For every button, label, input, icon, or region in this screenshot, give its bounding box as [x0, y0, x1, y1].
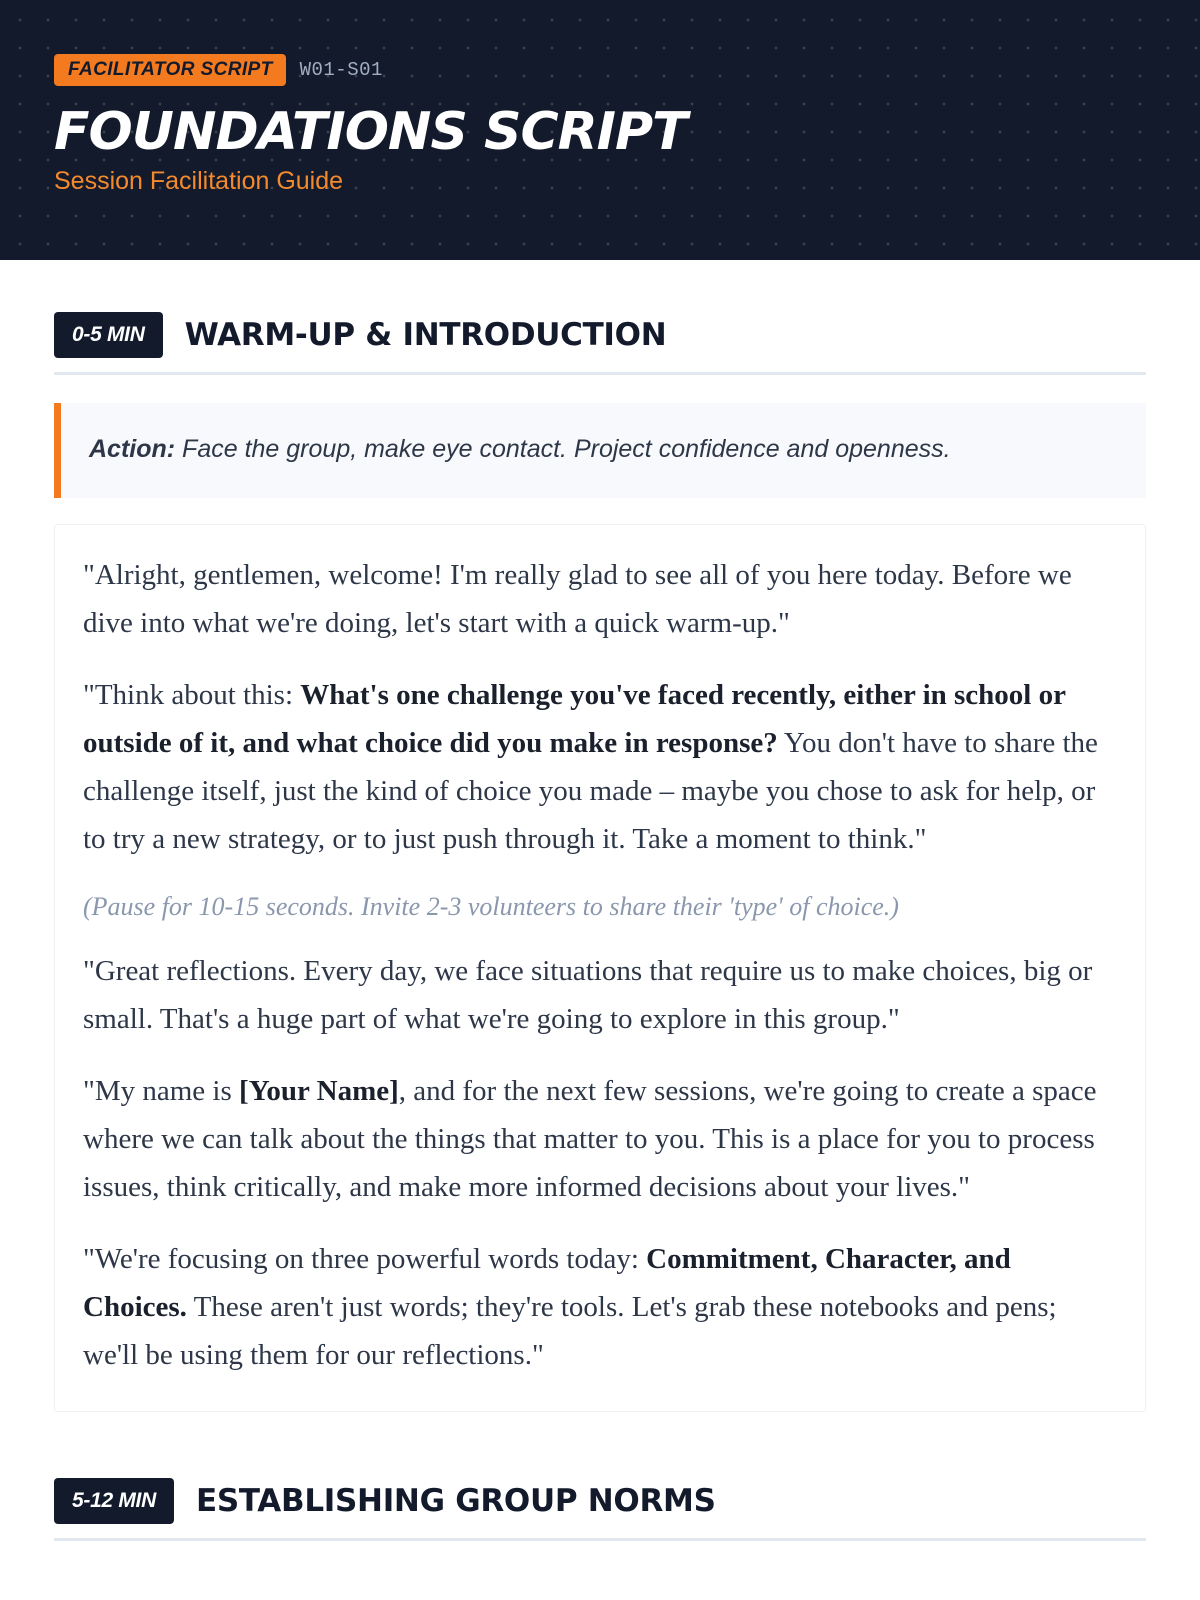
stage-direction-note: (Pause for 10-15 seconds. Invite 2-3 volunteers to share their 'type' of choice.) — [83, 892, 899, 921]
script-card — [54, 524, 1146, 1412]
section-warm-up — [54, 260, 1146, 1412]
facilitator-script-badge: FACILITATOR SCRIPT — [54, 54, 286, 86]
section-group-norms — [54, 1412, 1146, 1541]
script-text: "Think about this: — [83, 679, 301, 711]
section-header — [54, 260, 1146, 375]
main-content — [0, 260, 1200, 1541]
page-subtitle: Session Facilitation Guide — [54, 167, 344, 195]
section-title: ESTABLISHING GROUP NORMS — [195, 1483, 716, 1519]
action-callout — [54, 403, 1146, 498]
header-badge-row — [54, 54, 1146, 86]
page-title: FOUNDATIONS SCRIPT — [54, 102, 687, 162]
script-text: "My name is — [83, 1075, 240, 1107]
script-paragraph: "Great reflections. Every day, we face situations that require us to make choices, big or small. That's a huge part of what we're going to explore in this group." — [83, 955, 1093, 1035]
script-paragraph — [83, 1235, 1117, 1379]
action-label: Action: — [89, 435, 176, 463]
section-header — [54, 1412, 1146, 1541]
script-paragraph — [83, 671, 1117, 863]
script-emphasis: Commitment, Character, and Choices. — [83, 1243, 1011, 1323]
action-text: Face the group, make eye contact. Project confidence and openness. — [175, 435, 951, 463]
script-text: , and for the next few sessions, we're going to create a space where we can talk about the things that matter to you. This is a place for you to process issues, think critically, and make more informed decisions about your lives." — [83, 1075, 1097, 1203]
script-emphasis: [Your Name] — [239, 1075, 399, 1107]
script-emphasis: What's one challenge you've faced recently, either in school or outside of it, and what choice did you make in response? — [83, 679, 1066, 759]
script-text: These aren't just words; they're tools. Let's grab these notebooks and pens; we'll be using them for our reflections." — [83, 1291, 1057, 1371]
time-badge: 5-12 MIN — [54, 1478, 174, 1524]
script-paragraph: "Alright, gentlemen, welcome! I'm really glad to see all of you here today. Before we dive into what we're doing, let's start with a quick warm-up." — [83, 559, 1072, 639]
script-paragraph — [83, 1067, 1117, 1211]
section-title: WARM-UP & INTRODUCTION — [184, 317, 667, 353]
time-badge: 0-5 MIN — [54, 312, 163, 358]
script-text: You don't have to share the challenge itself, just the kind of choice you made – maybe you chose to ask for help, or to try a new strategy, or to just push through it. Take a moment to think." — [83, 727, 1098, 855]
session-code: W01-S01 — [299, 59, 383, 81]
page-header — [0, 0, 1200, 260]
script-text: "We're focusing on three powerful words today: — [83, 1243, 647, 1275]
